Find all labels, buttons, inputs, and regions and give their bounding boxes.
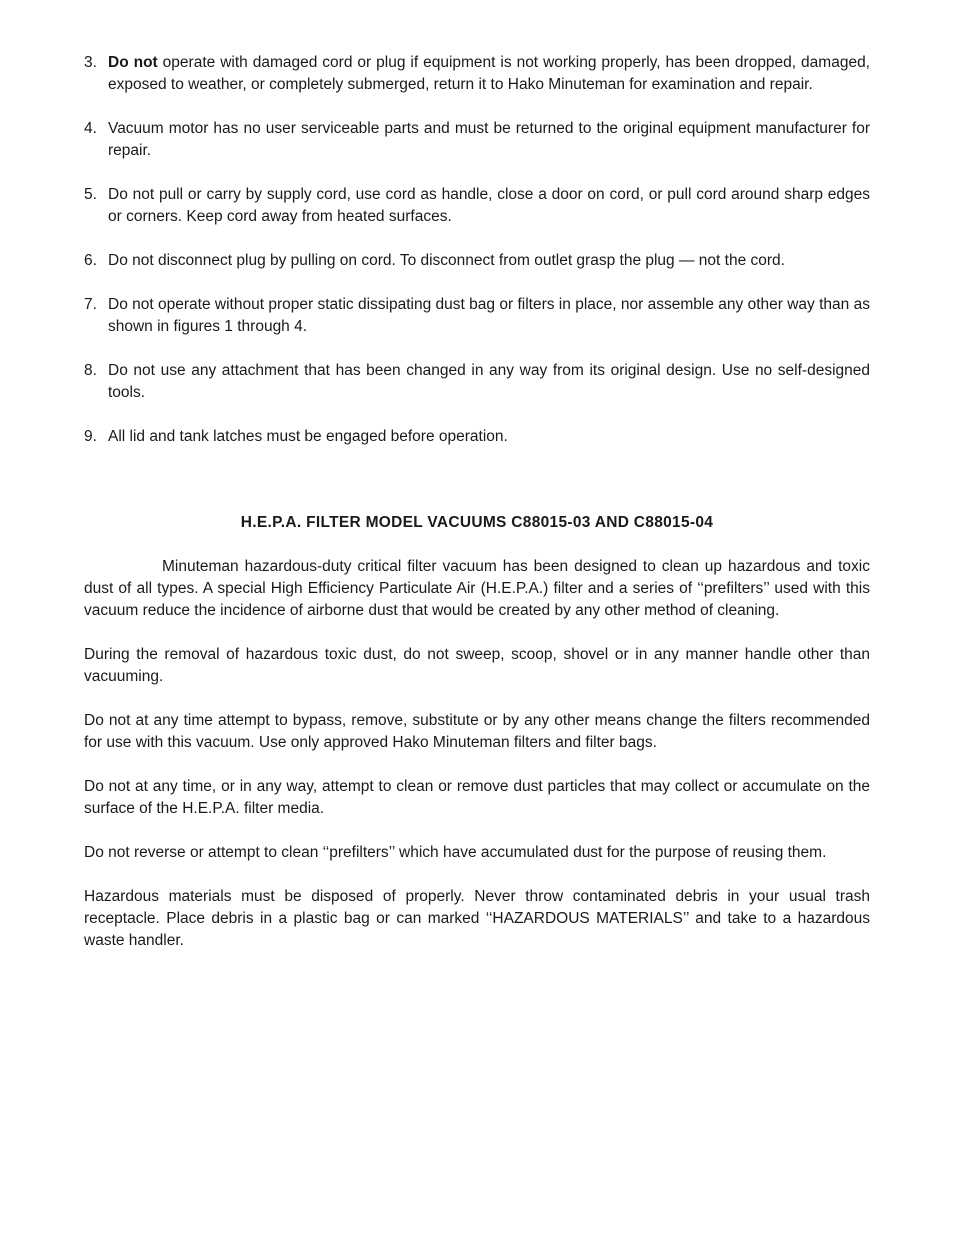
- list-item-number: 9.: [84, 428, 97, 445]
- list-item-number: 7.: [84, 296, 97, 313]
- safety-instructions-list: [84, 52, 870, 470]
- list-item-number: 8.: [84, 362, 97, 379]
- list-item: [84, 250, 870, 272]
- list-item-text: Do not use any attachment that has been changed in any way from its original design. Use no self-designed tools.: [108, 362, 870, 401]
- list-item-number: 3.: [84, 54, 97, 71]
- list-item-text: Do not disconnect plug by pulling on cord. To disconnect from outlet grasp the plug — not the cord.: [108, 252, 785, 269]
- list-item-number: 4.: [84, 120, 97, 137]
- list-item: [84, 360, 870, 404]
- list-item-text: Do not operate without proper static dissipating dust bag or filters in place, nor assemble any other way than as shown in figures 1 through 4.: [108, 296, 870, 335]
- paragraph: Do not reverse or attempt to clean ‘‘prefilters’’ which have accumulated dust for the purpose of reusing them.: [84, 844, 827, 861]
- list-item: [84, 52, 870, 96]
- list-item: [84, 294, 870, 338]
- list-item-emphasis: Do not: [108, 54, 158, 71]
- section-heading: H.E.P.A. FILTER MODEL VACUUMS C88015-03 AND C88015-04: [240, 514, 714, 531]
- list-item-text: Do not pull or carry by supply cord, use cord as handle, close a door on cord, or pull cord around sharp edges or corners. Keep cord away from heated surfaces.: [108, 186, 870, 225]
- list-item-number: 5.: [84, 186, 97, 203]
- list-item-text: Vacuum motor has no user serviceable parts and must be returned to the original equipment manufacturer for repair.: [108, 120, 870, 159]
- section-body: [84, 556, 870, 974]
- list-item: [84, 118, 870, 162]
- list-item: [84, 426, 870, 448]
- paragraph: Do not at any time, or in any way, attempt to clean or remove dust particles that may collect or accumulate on the surface of the H.E.P.A. filter media.: [84, 778, 870, 817]
- paragraph: Do not at any time attempt to bypass, remove, substitute or by any other means change the filters recommended for use with this vacuum. Use only approved Hako Minuteman filters and filter bags.: [84, 712, 870, 751]
- list-item-text: operate with damaged cord or plug if equipment is not working properly, has been dropped, damaged, exposed to weather, or completely submerged, return it to Hako Minuteman for examination and repair.: [108, 54, 870, 93]
- paragraph: Hazardous materials must be disposed of properly. Never throw contaminated debris in your usual trash receptacle. Place debris in a plastic bag or can marked ‘‘HAZARDOUS MATERIALS’’ and take to a hazardous waste handler.: [84, 888, 870, 949]
- list-item: [84, 184, 870, 228]
- paragraph: Minuteman hazardous-duty critical filter vacuum has been designed to clean up hazardous and toxic dust of all types. A special High Efficiency Particulate Air (H.E.P.A.) filter and a series of ‘‘prefilters’’ used with this vacuum reduce the incidence of airborne dust that would be created by any other method of cleaning.: [84, 558, 870, 619]
- list-item-text: All lid and tank latches must be engaged before operation.: [108, 428, 508, 445]
- list-item-number: 6.: [84, 252, 97, 269]
- paragraph: During the removal of hazardous toxic dust, do not sweep, scoop, shovel or in any manner handle other than vacuuming.: [84, 646, 870, 685]
